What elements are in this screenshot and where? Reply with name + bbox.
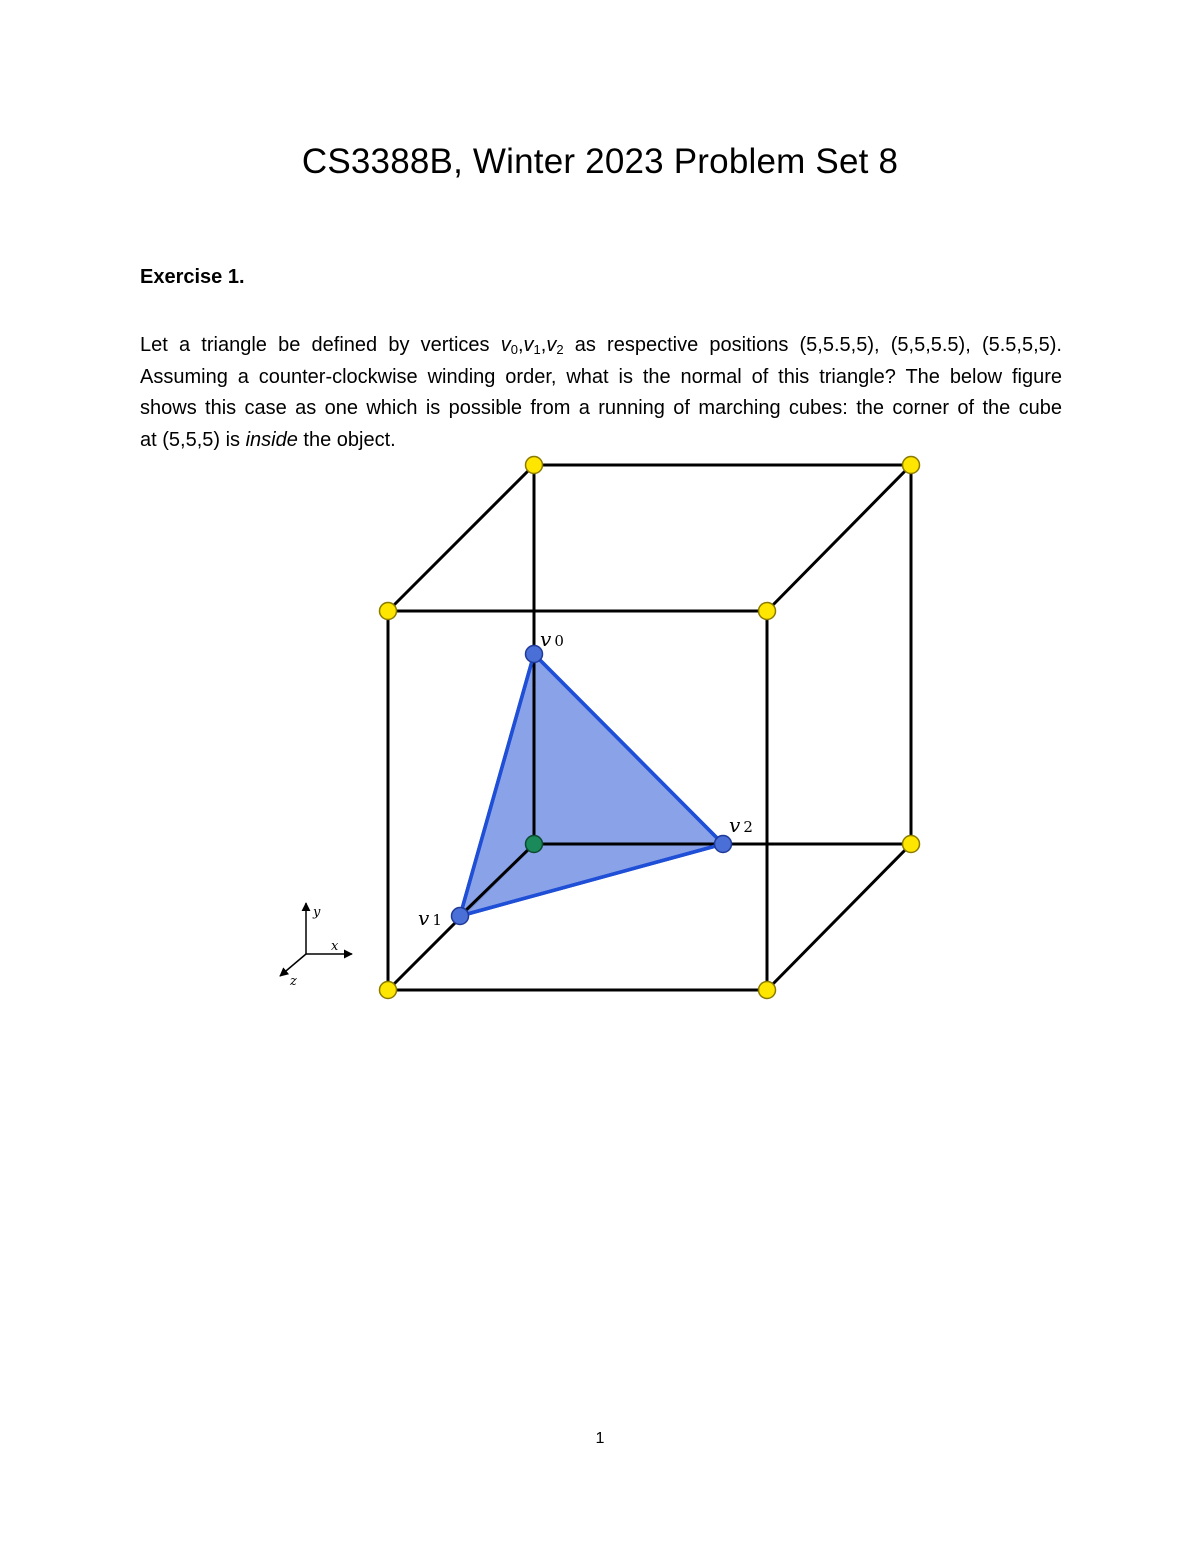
line4-prefix: at (5,5,5) is xyxy=(140,428,246,451)
line4-suffix: the object. xyxy=(297,428,396,451)
vertex-v2 xyxy=(715,836,732,853)
sub-2: 2 xyxy=(556,342,564,357)
z-axis-arrow xyxy=(280,954,306,976)
sub-0: 0 xyxy=(510,342,518,357)
vertex-v1 xyxy=(452,908,469,925)
label-v1: v 1 xyxy=(418,906,442,930)
comma: , xyxy=(517,334,524,356)
sub-1: 1 xyxy=(533,342,541,357)
label-v2: v 2 xyxy=(729,813,753,837)
cube-corner xyxy=(380,603,397,620)
paragraph-line-2: Assuming a counter-clockwise winding order, what is the normal of this triangle? The below figure xyxy=(140,365,1062,388)
cube-corner xyxy=(380,982,397,999)
var-v1: v xyxy=(523,334,534,356)
page-title: CS3388B, Winter 2023 Problem Set 8 xyxy=(301,142,899,181)
page-number: 1 xyxy=(595,1430,605,1447)
var-v2: v xyxy=(546,334,557,356)
cube-corner xyxy=(759,982,776,999)
line1-prefix: Let a triangle be defined by vertices xyxy=(140,334,501,356)
inside-corner xyxy=(526,836,543,853)
exercise-heading: Exercise 1. xyxy=(140,266,245,288)
comma: , xyxy=(540,334,547,356)
axis-label-z: z xyxy=(290,974,297,989)
axis-label-y: y xyxy=(313,905,321,920)
cube-corner xyxy=(903,836,920,853)
axis-label-x: x xyxy=(331,939,339,954)
cube-corner xyxy=(903,457,920,474)
cube-corner xyxy=(526,457,543,474)
cube-edge xyxy=(767,465,911,611)
var-v0: v xyxy=(500,334,511,356)
cube-edge xyxy=(388,465,534,611)
line4-italic: inside xyxy=(245,428,298,451)
paragraph-line-3: shows this case as one which is possible from a running of marching cubes: the corner of the cube xyxy=(140,397,1062,419)
cube-edge xyxy=(767,844,911,990)
cube-corner xyxy=(759,603,776,620)
label-v0: v 0 xyxy=(540,627,564,651)
line1-suffix: as respective positions (5,5.5,5), (5,5,5.5), (5.5,5,5). xyxy=(563,334,1062,356)
